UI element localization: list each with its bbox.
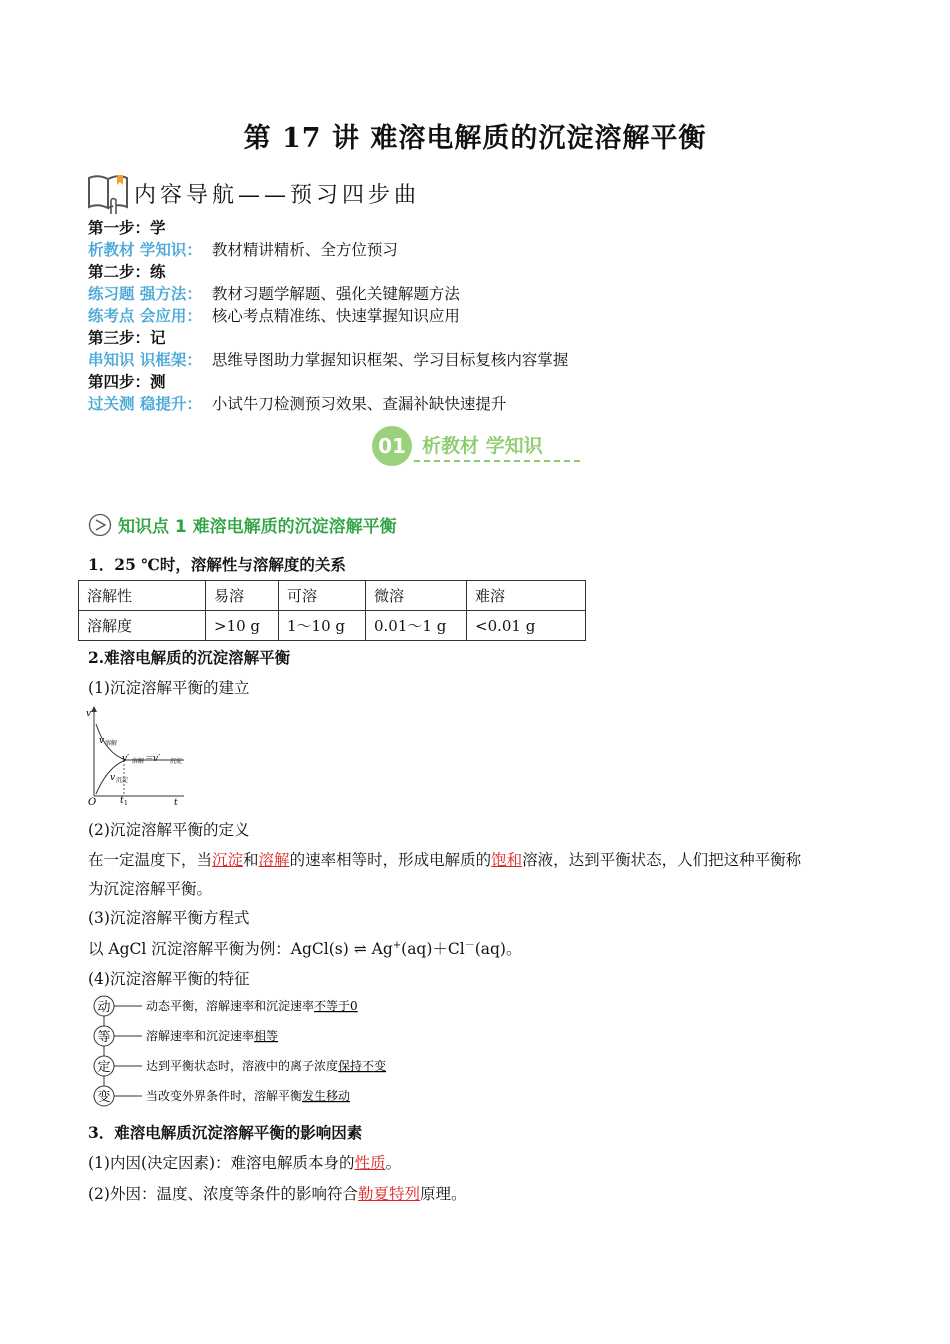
equation-text — [88, 936, 521, 959]
step-item — [88, 305, 568, 327]
heading-1: 1．25 ℃时，溶解性与溶解度的关系 — [88, 555, 346, 574]
text-run: 在一定温度下，当 — [88, 851, 213, 869]
feature-text: 动态平衡，溶解速率和沉淀速率不等于0 — [146, 999, 358, 1013]
rate-time-chart — [84, 704, 194, 808]
step-desc: 核心考点精准练、快速掌握知识应用 — [211, 307, 460, 325]
nav-header — [86, 170, 420, 216]
v-precip-sub: 沉淀 — [116, 777, 129, 784]
feature-text: 当改变外界条件时，溶解平衡发生移动 — [146, 1089, 351, 1103]
step-desc: 教材精讲精析、全方位预习 — [211, 241, 398, 259]
table-cell: 可溶 — [279, 581, 366, 611]
text-run: (2)外因：温度、浓度等条件的影响符合 — [88, 1185, 358, 1203]
y-axis-label: v — [86, 709, 92, 719]
section-label: 析教材 学知识 — [422, 435, 543, 457]
step-tag: 过关测 稳提升： — [88, 394, 202, 413]
step-item — [88, 349, 568, 371]
origin-label: O — [88, 797, 97, 808]
step-desc: 教材习题学解题、强化关键解题方法 — [211, 285, 460, 303]
text-run: (aq)＋Cl — [401, 940, 465, 959]
step-head: 第二步：练 — [88, 262, 166, 281]
feature-char: 变 — [97, 1090, 111, 1105]
step-item — [88, 239, 568, 261]
step-head: 第一步：学 — [88, 218, 166, 237]
text-run: 溶液，达到平衡状态，人们把这种平衡称 — [522, 851, 802, 869]
section-badge — [372, 426, 582, 466]
subheading: (1)沉淀溶解平衡的建立 — [88, 679, 250, 697]
step-item — [88, 393, 568, 415]
step-head: 第三步：记 — [88, 328, 166, 347]
nav-title: 内容导航——预习四步曲 — [134, 182, 421, 208]
step-desc: 思维导图助力掌握知识框架、学习目标复核内容掌握 — [211, 351, 569, 369]
features-diagram — [90, 994, 435, 1108]
heading-3: 3．难溶电解质沉淀溶解平衡的影响因素 — [88, 1123, 363, 1142]
table-cell: >10 g — [206, 611, 279, 641]
eq-mid: ＝v′ — [144, 754, 161, 764]
feature-row — [94, 996, 358, 1016]
table-cell: <0.01 g — [467, 611, 586, 641]
feature-text: 溶解速率和沉淀速率相等 — [146, 1029, 279, 1043]
feature-text: 达到平衡状态时，溶液中的离子浓度保持不变 — [146, 1059, 387, 1073]
definition-text — [88, 848, 868, 870]
v-precip-label: v — [110, 773, 116, 783]
table-cell: 易溶 — [206, 581, 279, 611]
section-number: 01 — [372, 426, 412, 466]
table-cell: 难溶 — [467, 581, 586, 611]
solubility-table — [78, 580, 586, 641]
t1-sub: 1 — [124, 800, 128, 807]
v-dissolve-label: v — [99, 736, 105, 746]
step-item — [88, 283, 568, 305]
step-head: 第四步：测 — [88, 372, 166, 391]
superscript: + — [392, 940, 402, 951]
answer-blank: 勒夏特列 — [357, 1185, 420, 1203]
knowledge-point-title: 知识点 1 难溶电解质的沉淀溶解平衡 — [118, 517, 397, 537]
v-dissolve-sub: 溶解 — [105, 740, 118, 747]
step-tag: 析教材 学知识： — [88, 240, 202, 259]
text-run: 和 — [243, 851, 259, 869]
text-run: 原理。 — [419, 1185, 467, 1203]
text-run: 的速率相等时，形成电解质的 — [289, 851, 492, 869]
eq-left-sub: 溶解 — [132, 758, 145, 765]
factor-external — [88, 1182, 467, 1204]
feature-row — [94, 1026, 278, 1046]
equilibrium-arrow: ⇌ — [353, 940, 367, 959]
definition-text-line2: 为沉淀溶解平衡。 — [88, 880, 213, 898]
table-cell: 1～10 g — [279, 611, 366, 641]
x-axis-label: t — [174, 798, 178, 808]
text-run: 以 AgCl 沉淀溶解平衡为例：AgCl(s) — [88, 940, 354, 959]
text-run: 。 — [385, 1154, 402, 1172]
book-icon — [86, 170, 132, 216]
steps-list — [88, 217, 568, 415]
factor-internal — [88, 1151, 401, 1173]
table-cell: 0.01～1 g — [366, 611, 467, 641]
step-tag: 串知识 识框架： — [88, 350, 202, 369]
feature-char: 动 — [97, 1000, 111, 1015]
subheading: (2)沉淀溶解平衡的定义 — [88, 821, 250, 839]
step-tag: 练习题 强方法： — [88, 284, 202, 303]
subheading: (4)沉淀溶解平衡的特征 — [88, 970, 250, 988]
feature-char: 等 — [97, 1030, 111, 1045]
heading-2: 2.难溶电解质的沉淀溶解平衡 — [88, 648, 291, 667]
subheading: (3)沉淀溶解平衡方程式 — [88, 909, 250, 927]
feature-char: 定 — [97, 1060, 111, 1075]
table-row — [79, 611, 586, 641]
eq-right-sub: 沉淀 — [170, 758, 183, 765]
knowledge-point-heading — [88, 512, 397, 537]
t1-label: t — [120, 796, 124, 806]
answer-blank: 沉淀 — [212, 851, 244, 869]
section-underline — [414, 460, 580, 462]
feature-row — [94, 1056, 386, 1076]
step-desc: 小试牛刀检测预习效果、查漏补缺快速提升 — [211, 395, 507, 413]
text-run: Ag — [366, 940, 393, 959]
feature-row — [94, 1086, 350, 1106]
text-run: (aq)。 — [474, 940, 522, 959]
table-cell: 微溶 — [366, 581, 467, 611]
text-run: (1)内因(决定因素)：难溶电解质本身的 — [88, 1154, 355, 1172]
answer-blank: 溶解 — [258, 851, 290, 869]
page-title: 第 17 讲 难溶电解质的沉淀溶解平衡 — [243, 123, 707, 154]
superscript: － — [464, 940, 475, 951]
eq-left: v′ — [122, 754, 130, 764]
table-cell: 溶解度 — [79, 611, 206, 641]
answer-blank: 饱和 — [491, 851, 523, 869]
step-tag: 练考点 会应用： — [88, 306, 202, 325]
table-cell: 溶解性 — [79, 581, 206, 611]
answer-blank: 性质 — [354, 1154, 386, 1172]
play-circle-icon — [88, 513, 112, 537]
table-row — [79, 581, 586, 611]
